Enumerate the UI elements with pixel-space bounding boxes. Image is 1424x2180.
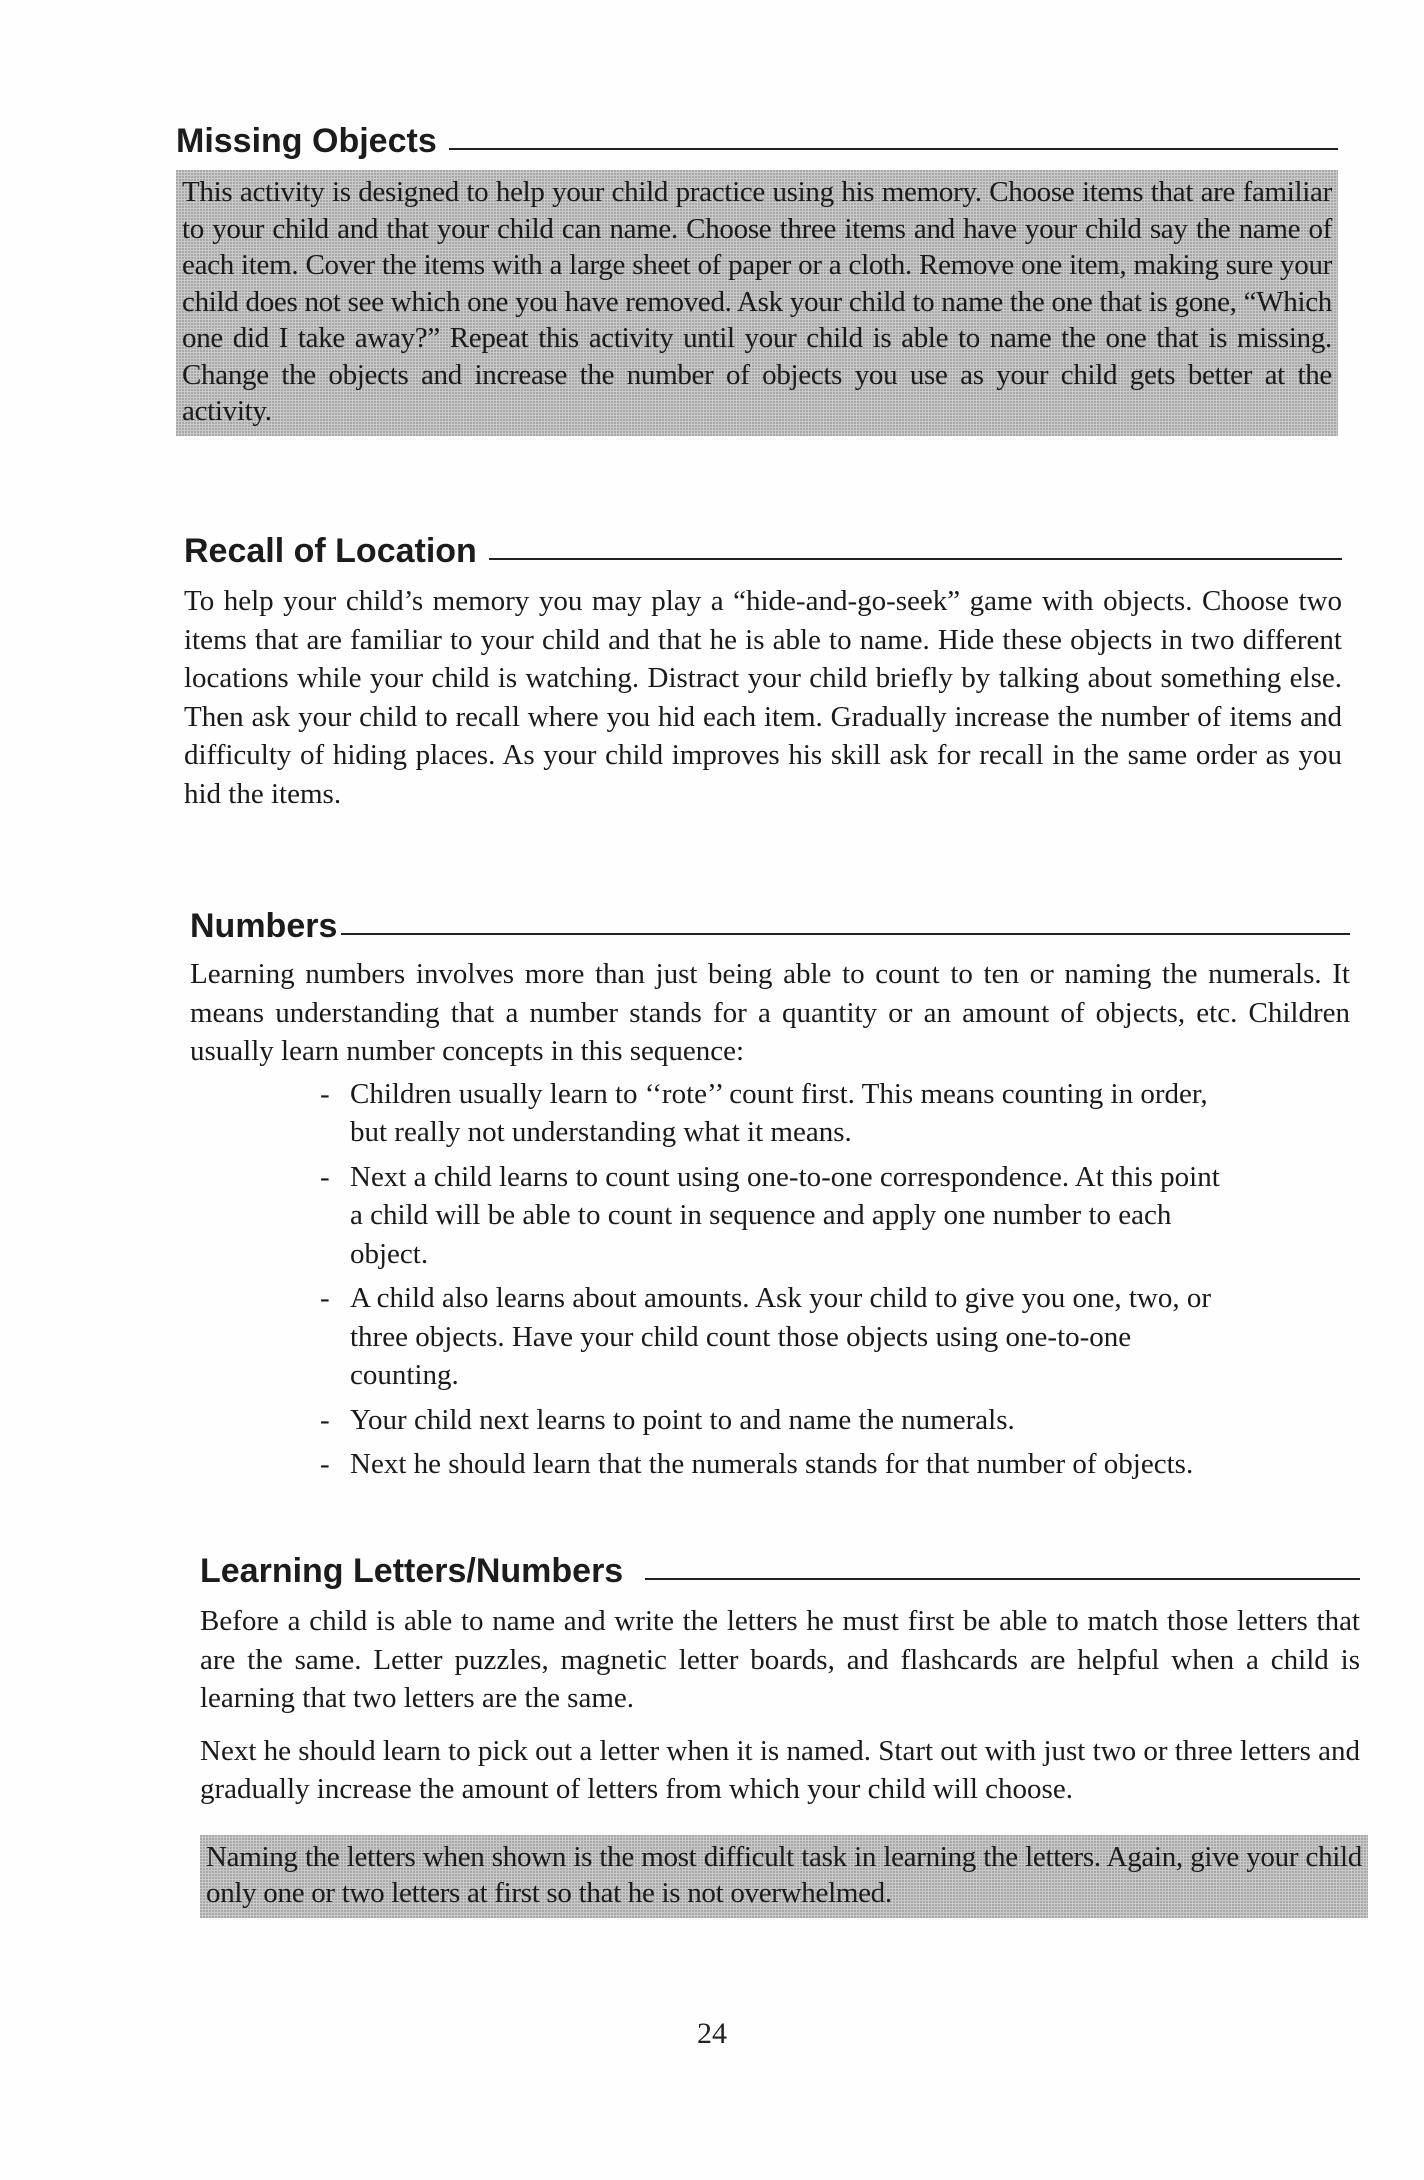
bullet-dash: - [320, 1077, 330, 1110]
section-recall-of-location [184, 520, 1342, 813]
list-item-text: Children usually learn to ‘‘rote’’ count first. This means counting in order, but really not understanding what it means. [350, 1077, 1208, 1148]
paragraph: Next he should learn to pick out a letter when it is named. Start out with just two or three letters and gradually increase the amount of letters from which your child will choose. [200, 1734, 1360, 1805]
bullet-dash: - [320, 1448, 330, 1480]
section-learning-letters-numbers [200, 1540, 1360, 1918]
section-heading-row [190, 895, 1350, 943]
shaded-paragraph: This activity is designed to help your child practice using his memory. Choose items that are familiar to your child and that your child can name. Choose three items and have your child say the name of each item. Cover the items with a large sheet of paper or a cloth. Remove one item, making sure your child does not see which one you have removed. Ask your child to name the one that is gone, “Which one did I take away?” Repeat this activity until your child is able to name the one that is missing. Change the objects and increase the number of objects you use as your child gets better at the activity. [176, 170, 1338, 436]
section-title: Missing Objects [176, 122, 437, 160]
shaded-paragraph: Naming the letters when shown is the most difficult task in learning the letters. Again, give your child only one or two letters at first so that he is not overwhelmed. [200, 1835, 1368, 1918]
paragraph: To help your child’s memory you may play a “hide-and-go-seek” game with objects. Choose two items that are familiar to your child and that he is able to name. Hide these objects in two different locations while your child is watching. Distract your child briefly by talking about something else. Then ask your child to recall where you hid each item. Gradually increase the number of items and difficulty of hiding places. As your child improves his skill ask for recall in the same order as you hid the items. [184, 585, 1342, 810]
list-item-text: A child also learns about amounts. Ask your child to give you one, two, or three objects. Have your child count those objects using one-to-one counting. [350, 1282, 1212, 1391]
section-title: Learning Letters/Numbers [200, 1552, 624, 1590]
section-heading-row [200, 1540, 1360, 1588]
section-title: Numbers [190, 907, 338, 945]
list-item [320, 1445, 1230, 1484]
heading-rule [341, 933, 1350, 935]
bullet-dash: - [320, 1282, 330, 1314]
section-heading-row [176, 110, 1338, 158]
section-heading-row [184, 520, 1342, 568]
section-numbers [190, 895, 1350, 1490]
list-item [320, 1401, 1230, 1440]
section-title: Recall of Location [184, 532, 477, 570]
paragraph: Learning numbers involves more than just being able to count to ten or naming the numerals. It means understanding that a number stands for a quantity or an amount of objects, etc. Children usually learn number concepts in this sequence: [190, 958, 1350, 1067]
list-item-text: Your child next learns to point to and name the numerals. [350, 1403, 1015, 1436]
list-item-text: Next a child learns to count using one-to-one correspondence. At this point a child will be able to count in sequence and apply one number to each object. [350, 1160, 1220, 1270]
paragraph: Before a child is able to name and write the letters he must first be able to match those letters that are the same. Letter puzzles, magnetic letter boards, and flashcards are helpful when a child is learning that two letters are the same. [200, 1605, 1360, 1714]
list-item [320, 1075, 1230, 1152]
list-item [320, 1279, 1230, 1395]
list-item-text: Next he should learn that the numerals stands for that number of objects. [350, 1448, 1194, 1480]
heading-rule [489, 558, 1342, 560]
number-concepts-list [190, 1075, 1350, 1484]
section-missing-objects [176, 110, 1338, 436]
bullet-dash: - [320, 1160, 330, 1193]
page-number: 24 [697, 2017, 727, 2050]
bullet-dash: - [320, 1403, 330, 1436]
heading-rule [449, 148, 1338, 150]
list-item [320, 1158, 1230, 1274]
heading-rule [645, 1578, 1360, 1580]
